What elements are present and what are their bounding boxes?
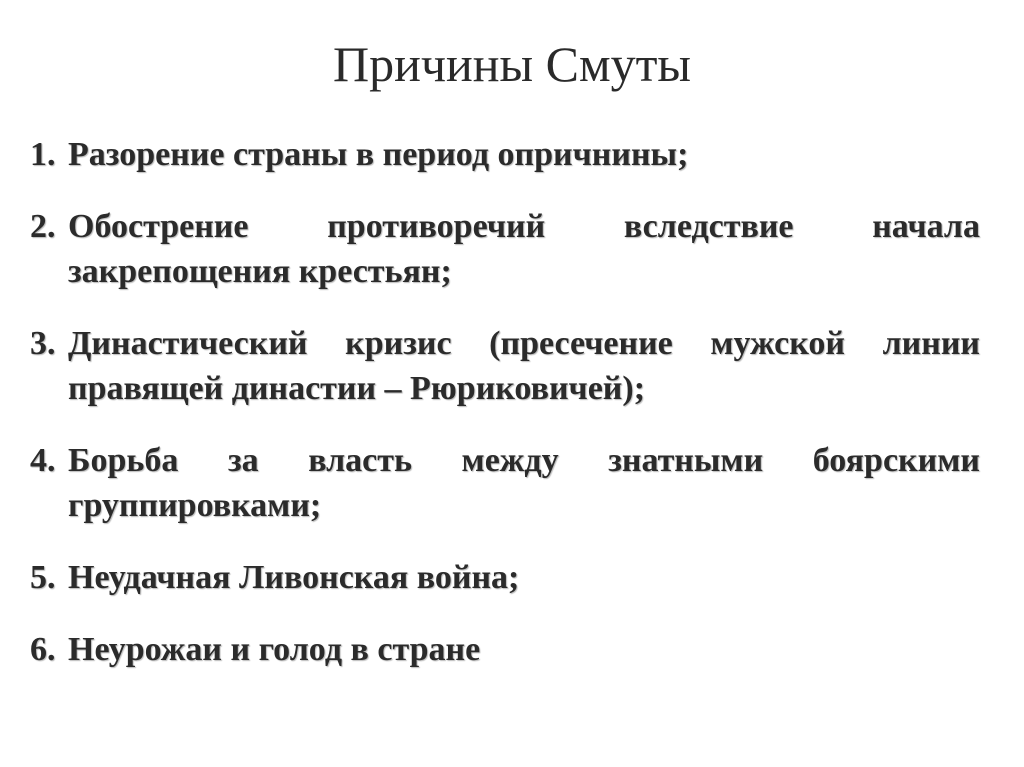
list-item-text: Обострение противоречий вследствие начала закрепощения крестьян; [68,208,980,290]
list-item-text: Неурожаи и голод в стране [68,631,481,668]
list-item [30,438,980,528]
list-item-number: 1. [30,136,56,173]
list-item-number: 6. [30,631,56,668]
list-item-number: 5. [30,559,56,596]
list-item-text: Борьба за власть между знатными боярскими группировками; [68,442,980,524]
list-item [30,555,980,600]
list-item-number: 4. [30,442,56,479]
slide-title: Причины Смуты [332,36,692,92]
list-item-text: Неудачная Ливонская война; [68,559,520,596]
list-item-number: 2. [30,208,56,245]
causes-list [30,132,980,699]
list-item-number: 3. [30,325,56,362]
list-item [30,627,980,672]
list-item [30,204,980,294]
list-item-text: Разорение страны в период опричнины; [68,136,689,173]
list-item [30,132,980,177]
list-item [30,321,980,411]
list-item-text: Династический кризис (пресечение мужской линии правящей династии – Рюриковичей); [68,325,980,407]
